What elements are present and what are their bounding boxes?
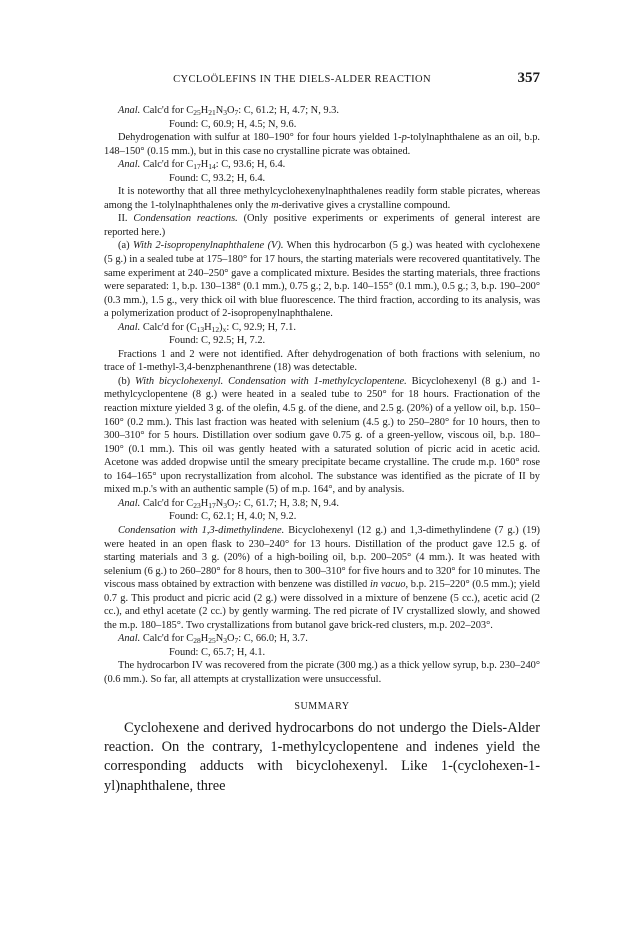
found-line: Found: C, 93.2; H, 6.4. (169, 172, 266, 184)
paragraph-hydrocarbon: The hydrocarbon IV was recovered from the picrate (300 mg.) as a thick yellow syrup, b.p. 230–240° (0.6 mm.). So far, all attempts at crystallization were unsuccessful. (104, 660, 540, 685)
analysis-line: Anal. Calc'd for $C_{28}H_{25}N_3O_7$: C, 66.0; H, 3.7. (118, 633, 308, 646)
found-line: Found: C, 62.1; H, 4.0; N, 9.2. (169, 511, 297, 523)
found-line: Found: C, 92.5; H, 7.2. (169, 335, 266, 347)
analysis-line: Anal. Calc'd for $C_{23}H_{17}N_3O_7$: C, 61.7; H, 3.8; N, 9.4. (118, 497, 339, 510)
page-number: 357 (517, 70, 540, 86)
running-title: CYCLOÖLEFINS IN THE DIELS-ALDER REACTION (173, 74, 431, 85)
analysis-line: Anal. Calc'd for $C_{25}H_{21}N_3O_7$: C, 61.2; H, 4.7; N, 9.3. (118, 105, 339, 117)
paragraph-c: Condensation with 1,3-dimethylindene. Bicyclohexenyl (12 g.) and 1,3-dimethylindene (7 g.) (19) were heated in an open flask to 230–240° for 13 hours. Distillation of the product gave 12.5 g. of starting materials and 3 g. (20%) of a high-boiling oil, b.p. 200–205° (4 mm.). It was heated with selenium (6 g.) to 260–280° for 8 hours, then to 300–310° for five hours and to 320° for 10 minutes. The viscous mass obtained by extraction with benzene was distilled in vacuo, b.p. 215–220° (0.5 mm.); yield 0.7 g. This product and picric acid (2 g.) were dissolved in a mixture of benzene (5 cc.), acetic acid (2 cc.), and ethyl acetate (2 cc.) by gently warming. The red picrate of IV crystallized slowly, and showed the m.p. 180–185°. Two crystallizations from butanol gave brick-red clusters, m.p. 202–203°. (104, 524, 541, 631)
found-line: Found: C, 65.7; H, 4.1. (169, 646, 266, 658)
paragraph-dehydrogenation: Dehydrogenation with sulfur at 180–190° for four hours yielded 1-p-tolylnaphthalene as an oil, b.p. 148–150° (0.15 mm.), but in this case no crystalline picrate was obtained. (104, 132, 540, 157)
found-line: Found: C, 60.9; H, 4.5; N, 9.6. (169, 118, 297, 130)
experimental-text (104, 104, 540, 796)
paragraph-fractions: Fractions 1 and 2 were not identified. After dehydrogenation of both fractions with selenium, no trace of 1-methyl-3,4-benzphenanthrene (18) was detectable. (104, 348, 540, 374)
paragraph-a: (a) With 2-isopropenylnaphthalene (V). When this hydrocarbon (5 g.) was heated with cyclohexene (5 g.) in a sealed tube at 175–180° for 17 hours, the starting materials were recovered quantitatively. The same experiment at 240–250° gave a complicated mixture. Besides the starting materials, three fractions were separated: 1, b.p. 130–138° (0.1 mm.), 0.75 g.; 2, b.p. 140–155° (0.1 mm.), 0.5 g.; 3, b.p. 190–200° (0.3 mm.), 1.5 g., very thick oil with blue fluorescence. The third fraction, according to its analysis, was a polymerization product of 2-isopropenylnaphthalene. (104, 240, 540, 320)
summary-heading: SUMMARY (294, 700, 350, 712)
paragraph-note: It is noteworthy that all three methylcyclohexenylnaphthalenes readily form stable picrates, whereas among the 1-tolylnaphthalenes only the m-derivative gives a crystalline compound. (104, 186, 540, 211)
analysis-line: Anal. Calc'd for $C_{17}H_{14}$: C, 93.6; H, 6.4. (118, 159, 286, 172)
section-condensation: II. Condensation reactions. (Only positive experiments or experiments of general interest are reported here.) (104, 213, 540, 238)
page-header (104, 70, 540, 90)
analysis-line: Anal. Calc'd for $(C_{13}H_{12})_x$: C, 92.9; H, 7.1. (118, 321, 296, 334)
summary-text: Cyclohexene and derived hydrocarbons do not undergo the Diels-Alder reaction. On the contrary, 1-methylcyclopentene and indenes yield the corresponding adducts with bicyclohexenyl. Like 1-(cyclohexen-1-yl)naphthalene, three (104, 720, 540, 794)
paragraph-b: (b) With bicyclohexenyl. Condensation with 1-methylcyclopentene. Bicyclohexenyl (8 g.) and 1-methylcyclopentene (8 g.) were heated in a sealed tube to 250° for 18 hours. Fractionation of the reaction mixture yielded 3 g. of the olefin, 4.5 g. of the diene, and 2.5 g. (20%) of a yellow oil, b.p. 150–160° (0.2 mm.). This last fraction was heated with selenium (4.5 g.) to 250–280° for 10 hours, then to 300–310° for 5 hours. Distillation over sodium gave 0.75 g. of a green-yellow, viscous oil, b.p. 180–190° (0.1 mm.). This oil was gently heated with a saturated solution of picric acid in acetic acid. Acetone was added dropwise until the smeary precipitate became crystalline. The crude m.p. 160° rose to 164–165° upon recrystallization from alcohol. The substance was identified as the picrate of II by mixed m.p.'s with an authentic sample (5) of m.p. 164°, and by analysis. (104, 375, 540, 496)
